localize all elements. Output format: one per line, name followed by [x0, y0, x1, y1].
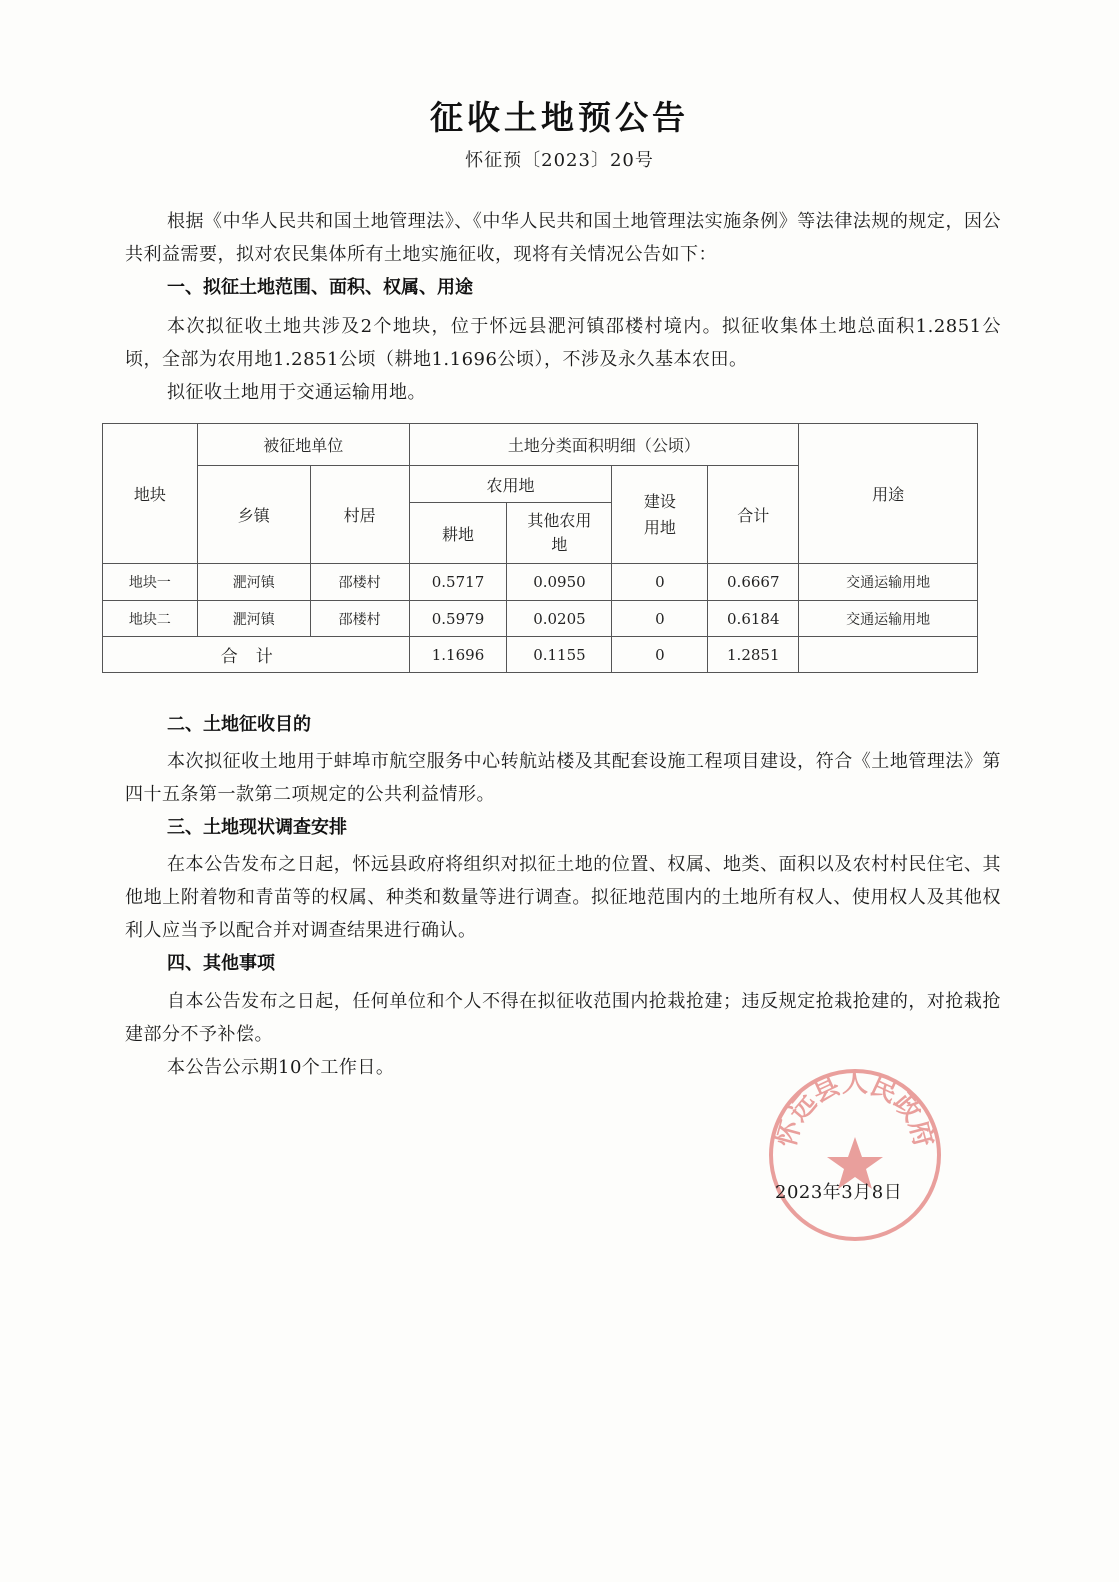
section1-paragraph-1: 本次拟征收土地共涉及2个地块，位于怀远县淝河镇邵楼村境内。拟征收集体土地总面积1.2851公顷，全部为农用地1.2851公顷（耕地1.1696公顷），不涉及永久基本农田。 [125, 316, 1001, 370]
cell-plot: 地块二 [103, 601, 198, 637]
header-plot: 地块 [103, 424, 198, 564]
cell-use: 交通运输用地 [799, 601, 978, 637]
document-number: 怀征预〔2023〕20号 [465, 150, 654, 171]
cell-total-use [799, 637, 978, 673]
section4-heading: 四、其他事项 [167, 953, 275, 974]
table-row [103, 601, 978, 637]
header-other-agricultural: 其他农用地 [507, 503, 612, 564]
cell-arable: 0.5717 [409, 564, 507, 601]
cell-village: 邵楼村 [310, 564, 409, 601]
cell-town: 淝河镇 [197, 601, 310, 637]
cell-subtotal: 0.6667 [708, 564, 799, 601]
page-title: 征收土地预公告 [430, 98, 689, 137]
section2-paragraph-1: 本次拟征收土地用于蚌埠市航空服务中心转航站楼及其配套设施工程项目建设，符合《土地管理法》第四十五条第一款第二项规定的公共利益情形。 [125, 751, 1001, 805]
cell-total-label: 合计 [103, 637, 410, 673]
cell-village: 邵楼村 [310, 601, 409, 637]
cell-total-arable: 1.1696 [409, 637, 507, 673]
cell-arable: 0.5979 [409, 601, 507, 637]
cell-total-construction: 0 [612, 637, 708, 673]
section3-heading: 三、土地现状调查安排 [167, 817, 347, 838]
cell-town: 淝河镇 [197, 564, 310, 601]
section2-heading: 二、土地征收目的 [167, 714, 311, 735]
land-area-table [102, 423, 978, 673]
section3-paragraph-1: 在本公告发布之日起，怀远县政府将组织对拟征土地的位置、权属、地类、面积以及农村村民住宅、其他地上附着物和青苗等的权属、种类和数量等进行调查。拟征地范围内的土地所有权人、使用权人及其他权利人应当予以配合并对调查结果进行确认。 [125, 854, 1001, 941]
table-total-row [103, 637, 978, 673]
official-seal [767, 1067, 943, 1243]
header-town: 乡镇 [197, 466, 310, 564]
section1-paragraph-2: 拟征收土地用于交通运输用地。 [167, 382, 426, 403]
seal-text: 怀远县人民政府 [771, 1068, 939, 1151]
intro-paragraph: 根据《中华人民共和国土地管理法》、《中华人民共和国土地管理法实施条例》等法律法规的规定，因公共利益需要，拟对农民集体所有土地实施征收，现将有关情况公告如下： [125, 211, 1001, 265]
cell-subtotal: 0.6184 [708, 601, 799, 637]
header-use: 用途 [799, 424, 978, 564]
section4-paragraph-1: 自本公告发布之日起，任何单位和个人不得在拟征收范围内抢栽抢建；违反规定抢栽抢建的，对抢栽抢建部分不予补偿。 [125, 991, 1001, 1045]
cell-plot: 地块一 [103, 564, 198, 601]
header-expropriated-unit: 被征地单位 [197, 424, 409, 466]
cell-construction: 0 [612, 564, 708, 601]
header-construction-land: 建设用地 [612, 466, 708, 564]
cell-total-subtotal: 1.2851 [708, 637, 799, 673]
cell-other-agricultural: 0.0950 [507, 564, 612, 601]
cell-total-other-agricultural: 0.1155 [507, 637, 612, 673]
header-village: 村居 [310, 466, 409, 564]
header-agricultural-land: 农用地 [409, 466, 612, 503]
section1-heading: 一、拟征土地范围、面积、权属、用途 [167, 277, 473, 298]
cell-other-agricultural: 0.0205 [507, 601, 612, 637]
header-subtotal: 合计 [708, 466, 799, 564]
section4-paragraph-2: 本公告公示期10个工作日。 [167, 1057, 395, 1078]
cell-use: 交通运输用地 [799, 564, 978, 601]
header-arable: 耕地 [409, 503, 507, 564]
header-area-breakdown: 土地分类面积明细（公顷） [409, 424, 799, 466]
table-row [103, 564, 978, 601]
signing-date: 2023年3月8日 [775, 1182, 903, 1203]
cell-construction: 0 [612, 601, 708, 637]
